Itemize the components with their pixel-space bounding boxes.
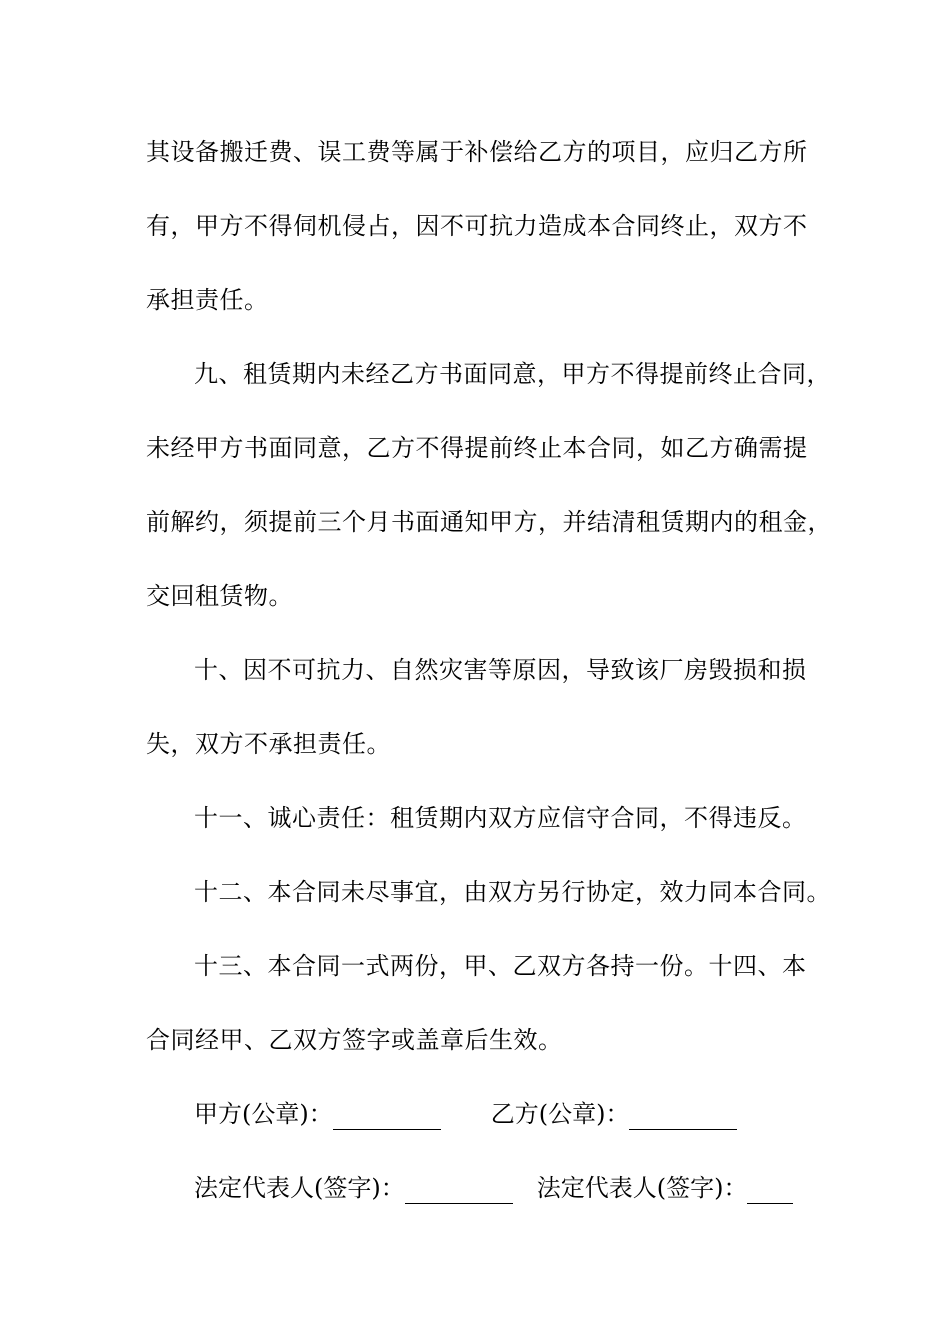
contract-body [146,126,832,1236]
party-a-rep-blank [405,1173,513,1204]
text-line: 承担责任。 [146,286,269,314]
clause-12: 十二、本合同未尽事宜，由双方另行协定，效力同本合同。 [194,878,831,906]
clause-11: 十一、诚心责任：租赁期内双方应信守合同，不得违反。 [194,804,807,832]
text-line: 未经甲方书面同意，乙方不得提前终止本合同，如乙方确需提 [146,434,808,462]
text-line: 交回租赁物。 [146,582,293,610]
text-line: 其设备搬迁费、误工费等属于补偿给乙方的项目，应归乙方所 [146,138,808,166]
text-line: 前解约，须提前三个月书面通知甲方，并结清租赁期内的租金， [146,508,832,536]
party-a-rep-label: 法定代表人(签字)： [194,1174,405,1202]
party-a-seal-label: 甲方(公章)： [194,1100,333,1128]
representative-row [146,1162,826,1236]
text-line: 失，双方不承担责任。 [146,730,391,758]
party-b-seal-label: 乙方(公章)： [490,1100,630,1128]
party-a-seal-blank [333,1099,441,1130]
party-b-rep-blank [747,1173,793,1204]
party-b-seal-blank [629,1099,737,1130]
text-line: 合同经甲、乙双方签字或盖章后生效。 [146,1026,563,1054]
clause-9-start: 九、租赁期内未经乙方书面同意，甲方不得提前终止合同， [194,360,831,388]
text-line: 有，甲方不得伺机侵占，因不可抗力造成本合同终止，双方不 [146,212,808,240]
seal-row [146,1088,826,1162]
party-b-rep-label: 法定代表人(签字)： [536,1174,748,1202]
clause-13-start: 十三、本合同一式两份，甲、乙双方各持一份。十四、本 [194,952,807,980]
clause-10-start: 十、因不可抗力、自然灾害等原因，导致该厂房毁损和损 [194,656,807,684]
